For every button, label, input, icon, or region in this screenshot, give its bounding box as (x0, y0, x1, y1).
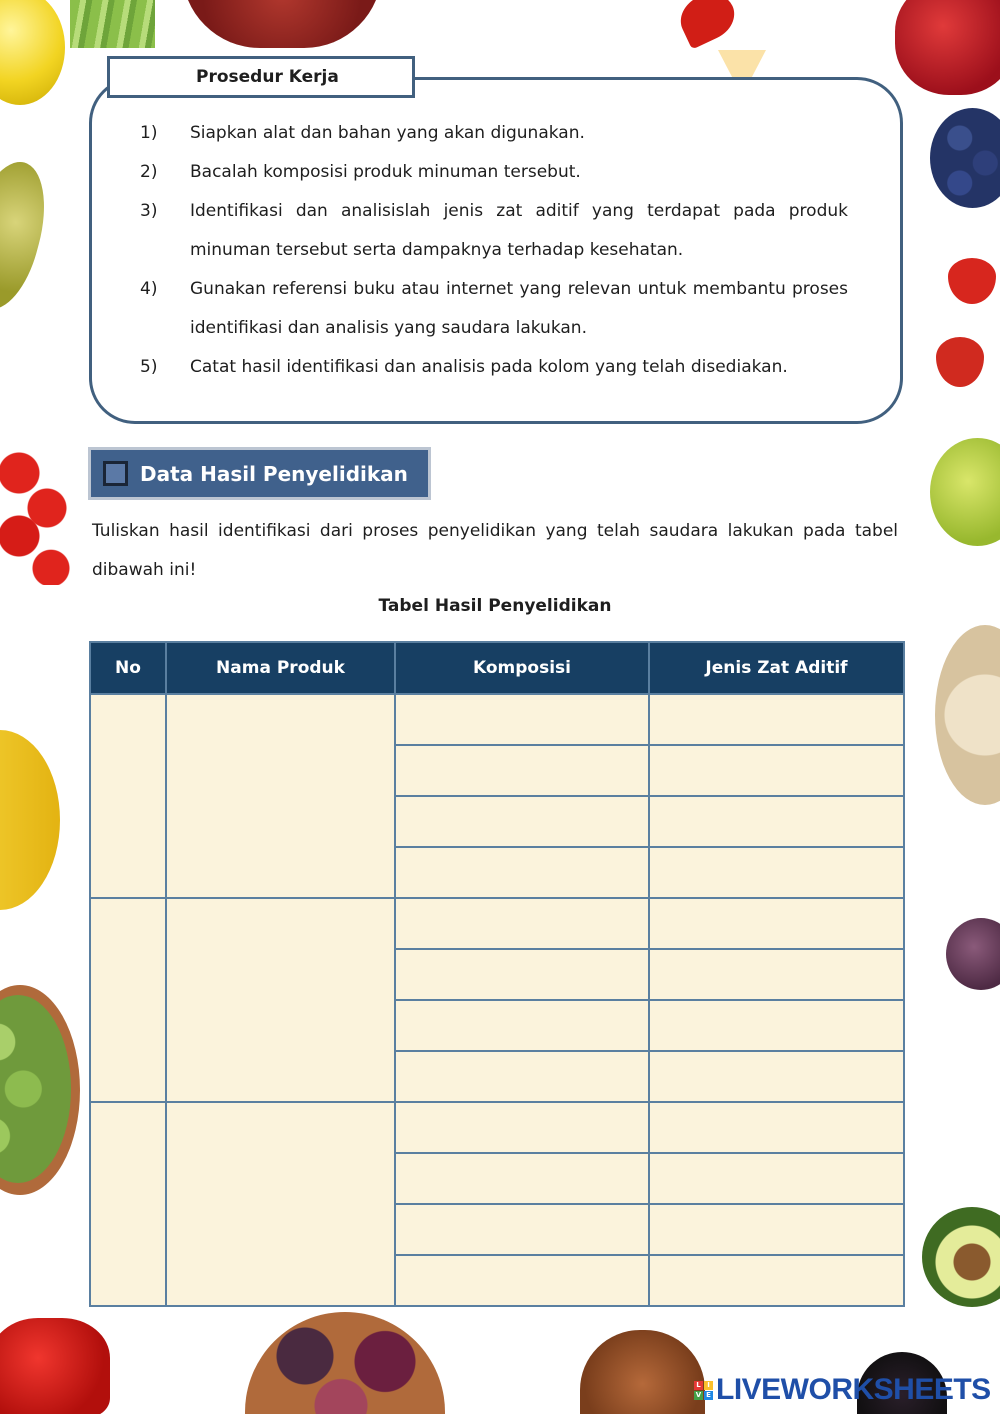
avocado-image (922, 1207, 1000, 1307)
strawberry-image-2 (936, 337, 984, 387)
additive-cell[interactable] (649, 1102, 904, 1153)
no-cell[interactable] (90, 1102, 166, 1306)
lemon-image (0, 0, 65, 105)
table-caption: Tabel Hasil Penyelidikan (378, 596, 612, 616)
step-number: 1) (140, 123, 158, 143)
composition-cell[interactable] (395, 1204, 649, 1255)
checkbox-icon (103, 461, 128, 486)
beans-bowl-image (935, 625, 1000, 805)
banana-image (0, 730, 60, 910)
additive-cell[interactable] (649, 1051, 904, 1102)
results-table (89, 641, 905, 1307)
table-row (90, 898, 904, 949)
no-cell[interactable] (90, 898, 166, 1102)
procedure-step (140, 348, 848, 387)
additive-cell[interactable] (649, 694, 904, 745)
composition-cell[interactable] (395, 796, 649, 847)
step-text: Bacalah komposisi produk minuman tersebut. (190, 162, 581, 182)
additive-cell[interactable] (649, 1000, 904, 1051)
composition-cell[interactable] (395, 1102, 649, 1153)
section-instructions: Tuliskan hasil identifikasi dari proses penyelidikan yang telah saudara lakukan pada tabel dibawah ini! (92, 521, 898, 580)
additive-cell[interactable] (649, 1255, 904, 1306)
section-title: Data Hasil Penyelidikan (140, 461, 408, 486)
fig-image (946, 918, 1000, 990)
header-no: No (90, 642, 166, 694)
logo-letter: E (704, 1391, 713, 1400)
step-number: 4) (140, 279, 158, 299)
pomegranate-image (895, 0, 1000, 95)
logo-letter: L (694, 1381, 703, 1390)
apple-image (930, 438, 1000, 546)
step-text: Identifikasi dan analisislah jenis zat aditif yang terdapat pada produk minuman tersebut serta dampaknya terhadap kesehatan. (190, 201, 848, 260)
procedure-title: Prosedur Kerja (107, 56, 415, 98)
blueberries-image (930, 108, 1000, 208)
product-name-cell[interactable] (166, 694, 395, 898)
additive-cell[interactable] (649, 847, 904, 898)
figs-bowl-image (245, 1312, 445, 1414)
composition-cell[interactable] (395, 1000, 649, 1051)
section-header (88, 447, 431, 500)
header-product: Nama Produk (166, 642, 395, 694)
bell-pepper-image (0, 1318, 110, 1414)
chili-image (673, 0, 742, 50)
composition-cell[interactable] (395, 898, 649, 949)
watermark-text: LIVEWORKSHEETS (716, 1373, 991, 1406)
product-name-cell[interactable] (166, 1102, 395, 1306)
product-name-cell[interactable] (166, 898, 395, 1102)
additive-cell[interactable] (649, 1204, 904, 1255)
steak-image (182, 0, 382, 48)
strawberry-image (948, 258, 996, 304)
logo-letter: V (695, 1390, 702, 1399)
additive-cell[interactable] (649, 796, 904, 847)
procedure-steps (140, 114, 848, 387)
step-text: Siapkan alat dan bahan yang akan digunakan. (190, 123, 585, 143)
composition-cell[interactable] (395, 694, 649, 745)
composition-cell[interactable] (395, 847, 649, 898)
header-additive: Jenis Zat Aditif (649, 642, 904, 694)
composition-cell[interactable] (395, 1255, 649, 1306)
additive-cell[interactable] (649, 898, 904, 949)
step-number: 5) (140, 357, 158, 377)
step-number: 3) (140, 201, 158, 221)
step-number: 2) (140, 162, 158, 182)
table-header-row (90, 642, 904, 694)
additive-cell[interactable] (649, 949, 904, 1000)
procedure-step (140, 153, 848, 192)
logo-letter: I (704, 1381, 713, 1390)
liveworksheets-logo-icon (694, 1381, 713, 1400)
tomato-image (0, 445, 75, 585)
almonds-bowl-image (580, 1330, 705, 1414)
composition-cell[interactable] (395, 949, 649, 1000)
no-cell[interactable] (90, 694, 166, 898)
additive-cell[interactable] (649, 1153, 904, 1204)
step-text: Catat hasil identifikasi dan analisis pada kolom yang telah disediakan. (190, 357, 788, 377)
composition-cell[interactable] (395, 745, 649, 796)
additive-cell[interactable] (649, 745, 904, 796)
procedure-step (140, 114, 848, 153)
table-row (90, 1102, 904, 1153)
composition-cell[interactable] (395, 1051, 649, 1102)
step-text: Gunakan referensi buku atau internet yang relevan untuk membantu proses identifikasi dan analisis yang saudara lakukan. (190, 279, 848, 338)
procedure-step (140, 270, 848, 348)
table-row (90, 694, 904, 745)
header-composition: Komposisi (395, 642, 649, 694)
liveworksheets-watermark (694, 1372, 991, 1408)
composition-cell[interactable] (395, 1153, 649, 1204)
asparagus-image (70, 0, 155, 48)
pear-image (0, 153, 58, 316)
procedure-step (140, 192, 848, 270)
